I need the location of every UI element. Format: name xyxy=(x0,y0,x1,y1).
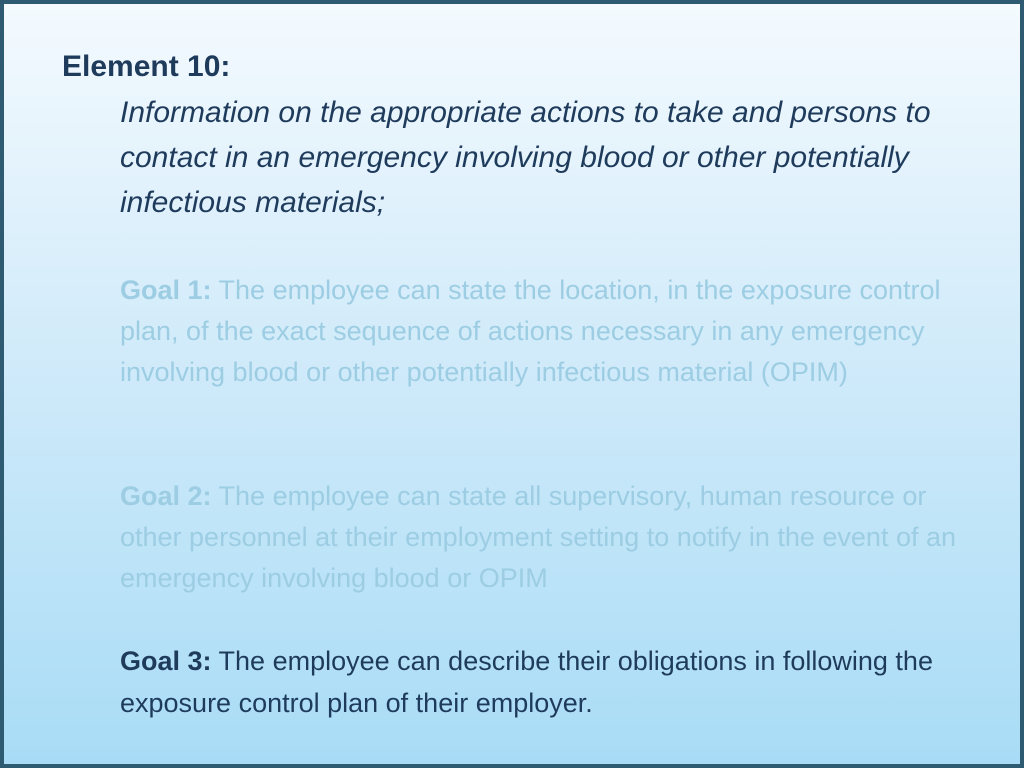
goal-1 xyxy=(120,270,990,393)
goal-3-label: Goal 3: xyxy=(120,646,212,676)
slide-title: Element 10: xyxy=(62,50,231,83)
goal-1-text: The employee can state the location, in the exposure control plan, of the exact sequence of actions necessary in any emergency involving blood or other potentially infectious material (OPIM) xyxy=(120,275,941,387)
goal-2-text: The employee can state all supervisory, human resource or other personnel at their employment setting to notify in the event of an emergency involving blood or OPIM xyxy=(120,481,956,593)
goal-3 xyxy=(120,640,990,724)
goal-2 xyxy=(120,476,990,599)
goal-3-text: The employee can describe their obligations in following the exposure control plan of their employer. xyxy=(120,646,933,718)
element-description: Information on the appropriate actions to take and persons to contact in an emergency involving blood or other potentially infectious materials; xyxy=(120,96,931,219)
goal-1-label: Goal 1: xyxy=(120,275,212,305)
goal-2-label: Goal 2: xyxy=(120,481,212,511)
